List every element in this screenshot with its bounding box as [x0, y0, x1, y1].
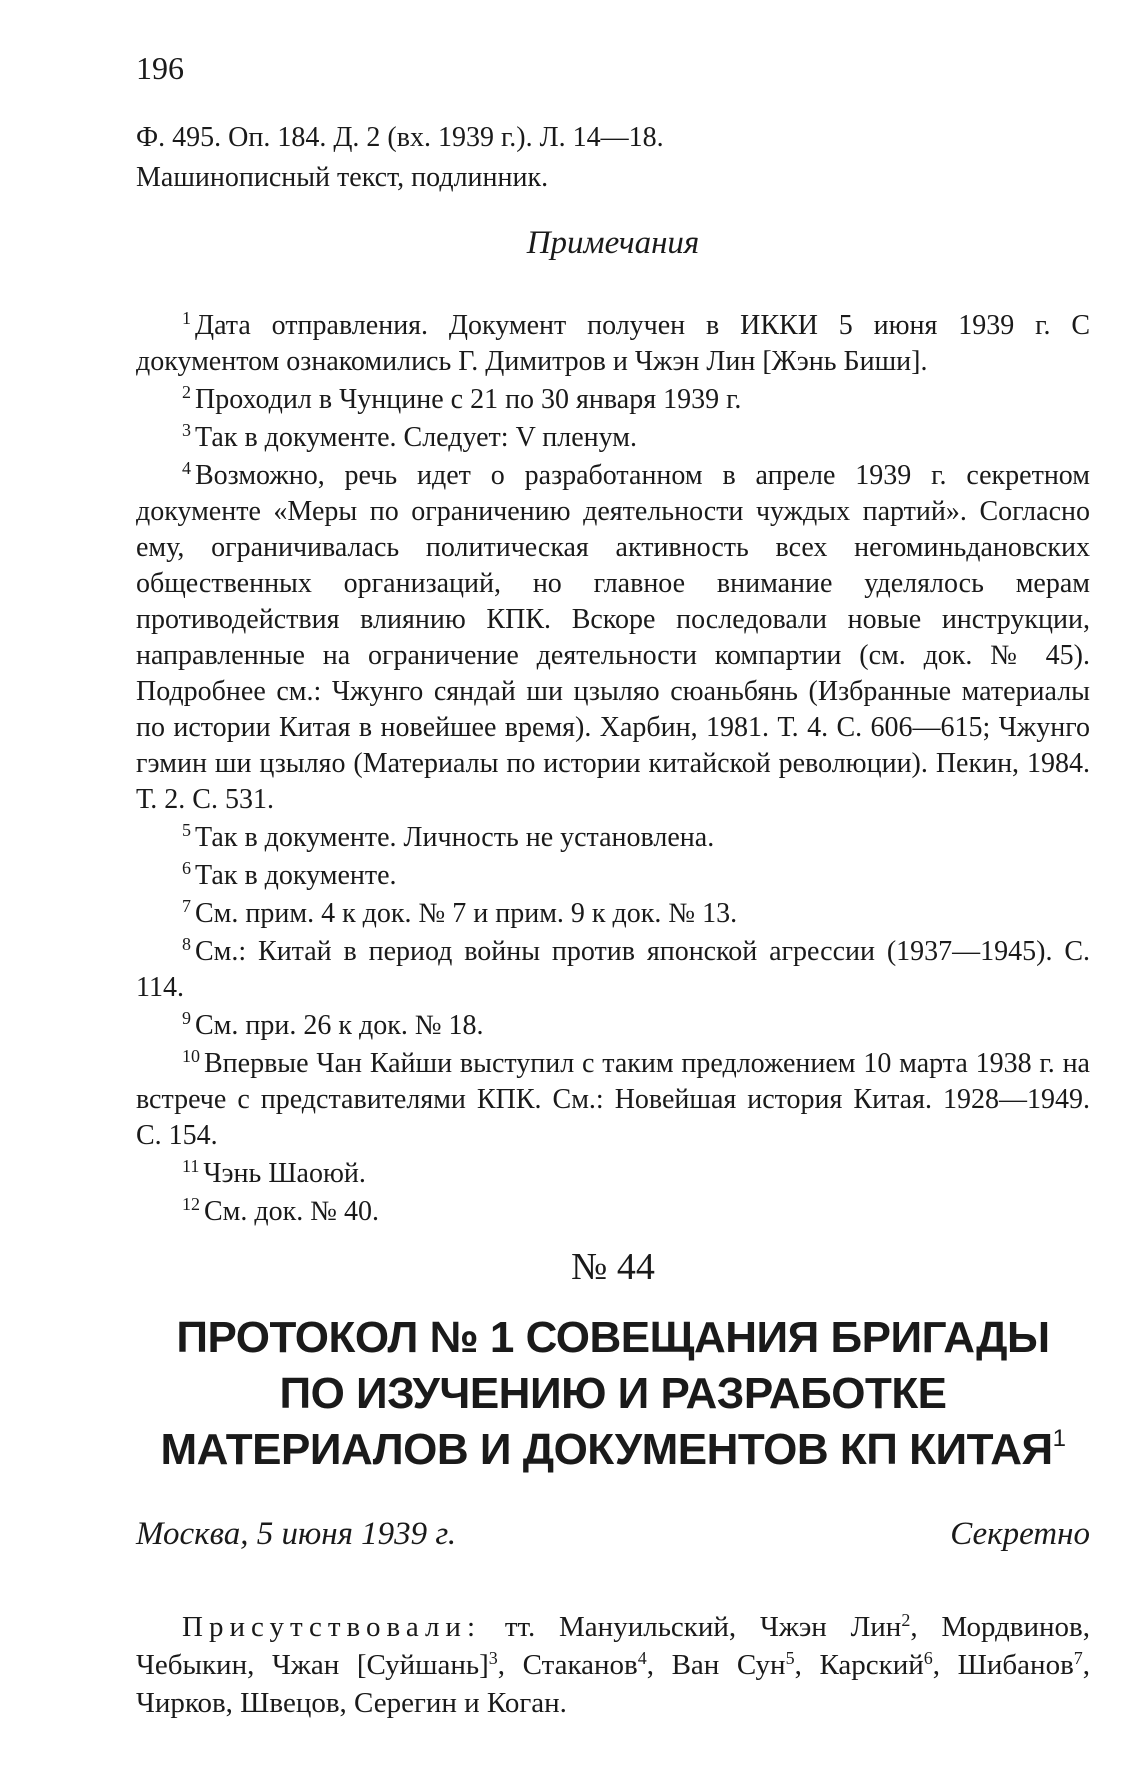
note-item [136, 458, 1090, 818]
footnote-marker: 5 [785, 1648, 795, 1668]
note-text: См. док. № 40. [204, 1196, 379, 1227]
note-item [136, 308, 1090, 380]
archive-reference: Ф. 495. Оп. 184. Д. 2 (вх. 1939 г.). Л. 14—18. [136, 122, 664, 153]
title-line: ПРОТОКОЛ № 1 СОВЕЩАНИЯ БРИГАДЫ [176, 1313, 1050, 1362]
footnote-marker: 7 [1073, 1648, 1083, 1668]
note-number: 3 [182, 420, 191, 440]
note-item [136, 382, 1090, 418]
note-number: 9 [182, 1008, 191, 1028]
note-text: См.: Китай в период войны против японской агрессии (1937—1945). С. 114. [136, 936, 1090, 1003]
note-item [136, 934, 1090, 1006]
present-person: , Стаканов [497, 1649, 638, 1681]
note-item [136, 1046, 1090, 1154]
note-text: Так в документе. [195, 860, 397, 891]
note-item [136, 820, 1090, 856]
note-text: Чэнь Шаоюй. [203, 1158, 366, 1189]
note-text: См. прим. 4 к док. № 7 и прим. 9 к док. № 13. [195, 898, 738, 929]
note-item [136, 1156, 1090, 1192]
note-text: Возможно, речь идет о разработанном в апреле 1939 г. секретном документе «Меры по ограничению деятельности чуждых партий». Согласно ему, ограничивалась политическая активность всех негоминьдановских общественных организаций, но главное внимание уделялось мерам противодействия влиянию КПК. Вскоре последовали новые инструкции, направленные на ограничение деятельности компартии (см. док. № 45). Подробнее см.: Чжунго сяндай ши цзыляо сюаньбянь (Избранные материалы по истории Китая в новейшее время). Харбин, 1981. Т. 4. С. 606—615; Чжунго гэмин ши цзыляо (Материалы по истории китайской революции). Пекин, 1984. Т. 2. С. 531. [136, 460, 1090, 815]
title-line: ПО ИЗУЧЕНИЮ И РАЗРАБОТКЕ [279, 1369, 947, 1418]
classification-label: Секретно [950, 1516, 1090, 1552]
document-number: № 44 [571, 1246, 655, 1288]
note-number: 1 [182, 308, 191, 328]
note-text: Проходил в Чунцине с 21 по 30 января 1939 г. [195, 384, 742, 415]
note-number: 11 [182, 1156, 200, 1176]
page-number: 196 [136, 50, 184, 86]
present-label: Присутствовали: [182, 1611, 482, 1643]
note-text: Так в документе. Следует: V пленум. [195, 422, 637, 453]
footnote-marker: 4 [637, 1648, 647, 1668]
notes-heading: Примечания [526, 225, 700, 261]
note-item [136, 1008, 1090, 1044]
present-person: , Ван Сун [646, 1649, 786, 1681]
note-number: 4 [182, 458, 191, 478]
footnote-marker: 3 [488, 1648, 498, 1668]
note-item [136, 1194, 1090, 1230]
footnote-marker: 2 [901, 1610, 911, 1630]
present-person: , Шибанов [932, 1649, 1074, 1681]
note-item [136, 420, 1090, 456]
note-number: 5 [182, 820, 191, 840]
note-number: 7 [182, 896, 191, 916]
present-person: , Карский [794, 1649, 924, 1681]
title-line-text: МАТЕРИАЛОВ И ДОКУМЕНТОВ КП КИТАЯ [160, 1425, 1053, 1474]
note-text: Дата отправления. Документ получен в ИККИ 5 июня 1939 г. С документом ознакомились Г. Димитров и Чжэн Лин [Жэнь Биши]. [136, 310, 1090, 377]
title-footnote-marker: 1 [1052, 1425, 1066, 1452]
note-item [136, 896, 1090, 932]
note-text: Впервые Чан Кайши выступил с таким предложением 10 марта 1938 г. на встрече с представителями КПК. См.: Новейшая история Китая. 1928—1949. С. 154. [136, 1048, 1090, 1151]
note-item [136, 858, 1090, 894]
document-title [136, 1310, 1090, 1478]
note-number: 8 [182, 934, 191, 954]
notes-list [136, 308, 1090, 1232]
footnote-marker: 6 [923, 1648, 933, 1668]
place-date: Москва, 5 июня 1939 г. [136, 1516, 457, 1552]
note-number: 2 [182, 382, 191, 402]
note-number: 12 [182, 1194, 200, 1214]
archive-source [136, 118, 664, 198]
note-number: 6 [182, 858, 191, 878]
note-number: 10 [182, 1046, 200, 1066]
title-line [136, 1422, 1090, 1478]
note-text: Так в документе. Личность не установлена. [195, 822, 715, 853]
text-type: Машинописный текст, подлинник. [136, 162, 549, 193]
present-person: , Мордвинов, Чебыкин, Чжан [Суйшань] [136, 1611, 1090, 1681]
present-person: , Чирков, Швецов, Серегин и Коган. [136, 1649, 1091, 1719]
attendance-paragraph [136, 1608, 1090, 1722]
present-person: тт. Мануильский, Чжэн Лин [504, 1611, 902, 1643]
note-text: См. при. 26 к док. № 18. [195, 1010, 484, 1041]
